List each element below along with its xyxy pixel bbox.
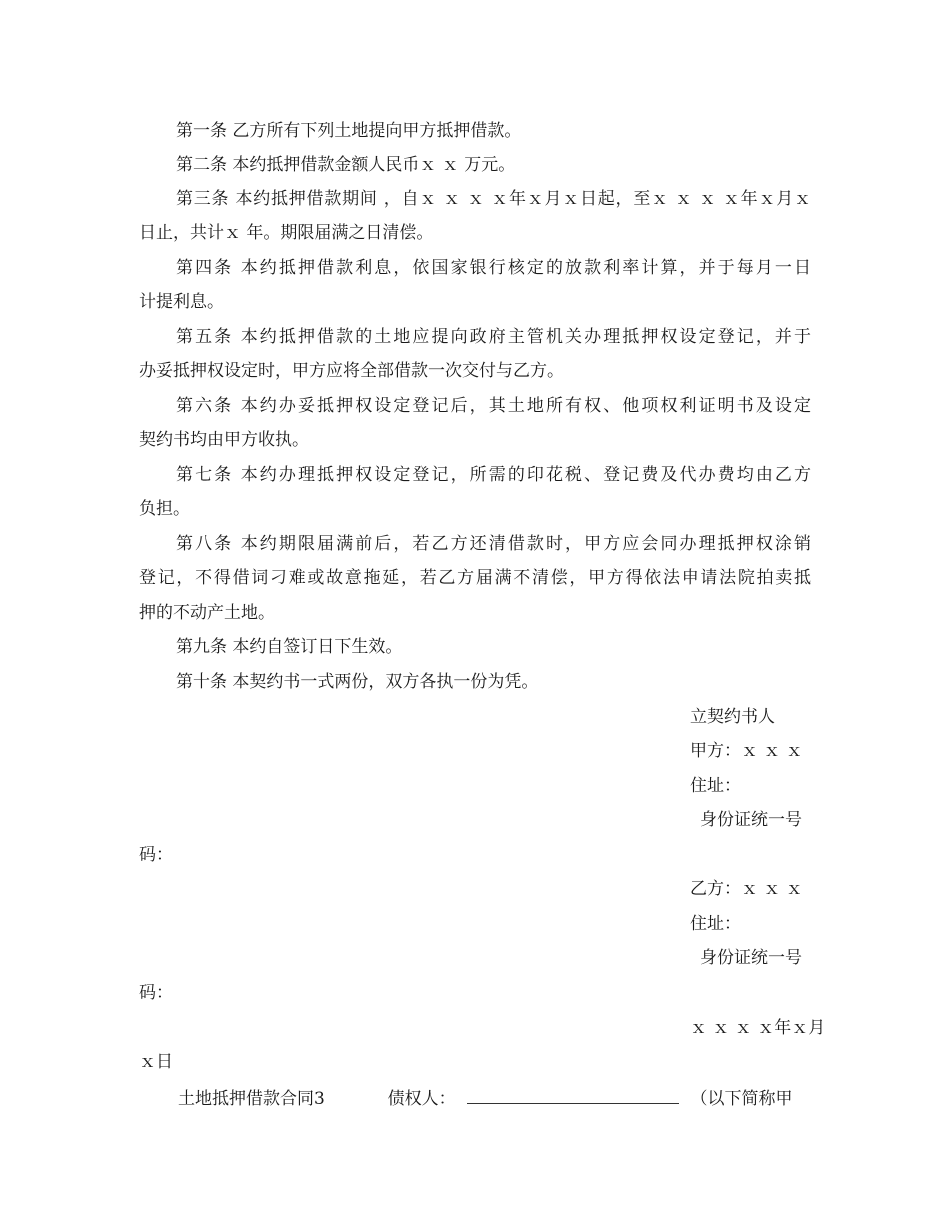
article-3-line-1: 第三条 本约抵押借款期间 ，自ｘ ｘ ｘ ｘ年ｘ月ｘ日起，至ｘ ｘ ｘ ｘ年ｘ月ｘ [176,189,811,209]
party-b-id-label-cont: 码： [139,983,173,1003]
party-a: 甲方：ｘ ｘ ｘ [690,741,803,761]
article-10: 第十条 本契约书一式两份，双方各执一份为凭。 [176,672,539,692]
party-b-address: 住址： [690,914,741,934]
signatories-title: 立契约书人 [690,707,775,727]
article-7-line-2: 负担。 [139,499,190,519]
article-4-line-1: 第四条 本约抵押借款利息，依国家银行核定的放款利率计算，并于每月一日 [176,258,811,278]
article-6-line-1: 第六条 本约办妥抵押权设定登记后，其土地所有权、他项权利证明书及设定 [176,396,811,416]
creditor-label: 债权人： [387,1089,456,1109]
party-b-id-label: 身份证统一号 [700,948,802,968]
party-b: 乙方：ｘ ｘ ｘ [690,879,803,899]
article-7-line-1: 第七条 本约办理抵押权设定登记，所需的印花税、登记费及代办费均由乙方 [176,465,811,485]
next-contract-suffix: （以下简称甲 [690,1089,793,1109]
article-8-line-3: 押的不动产土地。 [139,603,275,623]
signing-date-cont: ｘ日 [139,1052,173,1072]
article-1: 第一条 乙方所有下列土地提向甲方抵押借款。 [176,121,522,141]
party-a-id-label: 身份证统一号 [700,810,802,830]
next-contract-line [178,1085,792,1111]
article-5-line-1: 第五条 本约抵押借款的土地应提向政府主管机关办理抵押权设定登记，并于 [176,327,811,347]
creditor-blank [467,1085,679,1104]
article-6-line-2: 契约书均由甲方收执。 [139,430,309,450]
article-3-line-2: 日止，共计ｘ 年。期限届满之日清偿。 [139,223,434,243]
article-8-line-2: 登记，不得借词刁难或故意拖延，若乙方届满不清偿，甲方得依法申请法院拍卖抵 [139,568,811,588]
party-a-id-label-cont: 码： [139,845,173,865]
article-8-line-1: 第八条 本约期限届满前后，若乙方还清借款时，甲方应会同办理抵押权涂销 [176,534,811,554]
signing-date: ｘ ｘ ｘ ｘ年ｘ月 [690,1018,826,1038]
article-4-line-2: 计提利息。 [139,292,224,312]
article-5-line-2: 办妥抵押权设定时，甲方应将全部借款一次交付与乙方。 [139,361,564,381]
article-2: 第二条 本约抵押借款金额人民币ｘ ｘ 万元。 [176,155,516,175]
next-contract-heading: 土地抵押借款合同3 [178,1089,325,1109]
article-9: 第九条 本约自签订日下生效。 [176,637,403,657]
party-a-address: 住址： [690,776,741,796]
